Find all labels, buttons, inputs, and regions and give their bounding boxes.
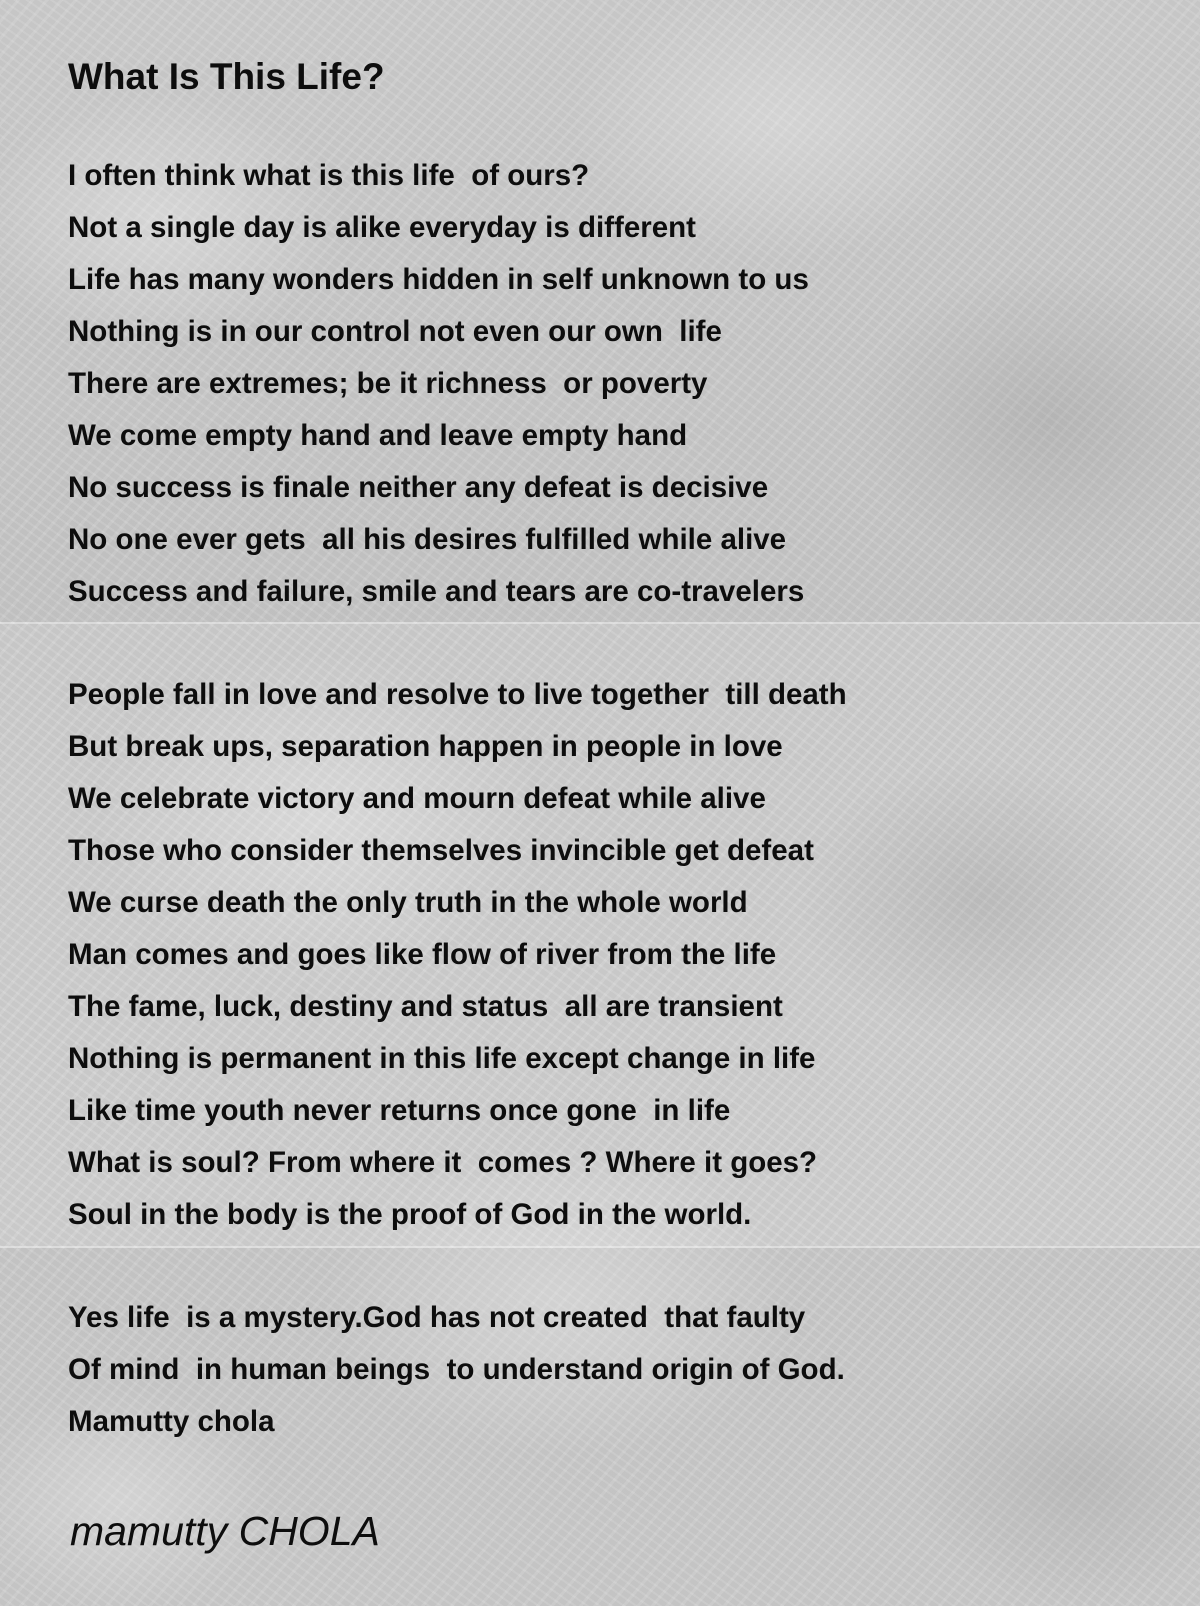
poem-line: Those who consider themselves invincible get defeat <box>68 834 814 867</box>
poem-title: What Is This Life? <box>68 56 385 97</box>
stanza-1 <box>68 150 1148 618</box>
poem-line: Not a single day is alike everyday is different <box>68 211 696 244</box>
poem-line: We come empty hand and leave empty hand <box>68 419 688 452</box>
poem-line: Life has many wonders hidden in self unknown to us <box>68 263 809 296</box>
poem-line: I often think what is this life of ours? <box>68 159 590 192</box>
poem-line: The fame, luck, destiny and status all are transient <box>68 990 783 1023</box>
poem-line: What is soul? From where it comes ? Where it goes? <box>68 1146 818 1179</box>
poem-line: No success is finale neither any defeat is decisive <box>68 471 769 504</box>
poem-line: We curse death the only truth in the whole world <box>68 886 748 919</box>
poem-line: But break ups, separation happen in people in love <box>68 730 783 763</box>
poem-author: mamutty CHOLA <box>70 1508 380 1554</box>
poem-line: Nothing is permanent in this life except change in life <box>68 1042 816 1075</box>
poem-line: Nothing is in our control not even our own life <box>68 315 722 348</box>
poem-line: We celebrate victory and mourn defeat while alive <box>68 782 766 815</box>
poem-line: Yes life is a mystery.God has not created that faulty <box>68 1301 806 1334</box>
poem-line: No one ever gets all his desires fulfilled while alive <box>68 523 787 556</box>
poem-line: Like time youth never returns once gone in life <box>68 1094 731 1127</box>
poem-line: Of mind in human beings to understand origin of God. <box>68 1353 845 1386</box>
poem-line: People fall in love and resolve to live together till death <box>68 678 847 711</box>
poem-line: Mamutty chola <box>68 1405 275 1438</box>
stanza-2 <box>68 669 1148 1241</box>
poem-line: Soul in the body is the proof of God in the world. <box>68 1198 752 1231</box>
poem-line: Man comes and goes like flow of river from the life <box>68 938 777 971</box>
poem <box>68 52 1148 1448</box>
poem-line: Success and failure, smile and tears are co-travelers <box>68 575 805 608</box>
stanza-3 <box>68 1292 1148 1448</box>
poem-line: There are extremes; be it richness or poverty <box>68 367 708 400</box>
